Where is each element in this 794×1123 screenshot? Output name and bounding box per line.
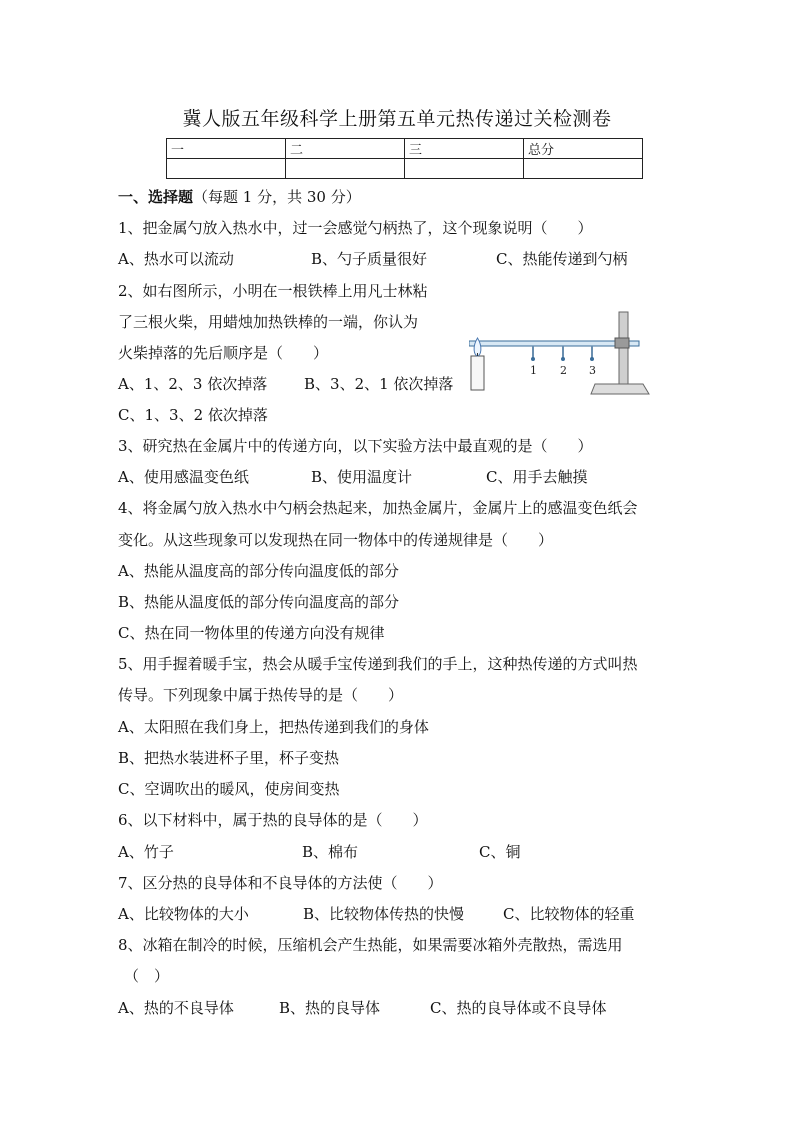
- q6-stem: 6、以下材料中，属于热的良导体的是（ ）: [118, 811, 428, 829]
- score-header-1: 一: [167, 139, 286, 159]
- score-header-2: 二: [286, 139, 405, 159]
- q5-option-b[interactable]: B、把热水装进杯子里，杯子变热: [118, 749, 340, 767]
- q1-option-b[interactable]: B、勺子质量很好: [311, 250, 428, 268]
- q8-option-b[interactable]: B、热的良导体: [279, 999, 381, 1017]
- score-cell-3[interactable]: [405, 159, 524, 179]
- score-table-value-row: [167, 159, 643, 179]
- section-title: 一、选择题: [118, 188, 194, 206]
- q8-option-a[interactable]: A、热的不良导体: [118, 999, 234, 1017]
- score-table-header-row: [167, 139, 643, 159]
- q2-stem-line-2: 了三根火柴，用蜡烛加热铁棒的一端，你认为: [118, 313, 419, 331]
- q8-stem-line-1: 8、冰箱在制冷的时候，压缩机会产生热能，如果需要冰箱外壳散热，需选用: [118, 936, 623, 954]
- iron-rod: [469, 341, 639, 346]
- q3-option-b[interactable]: B、使用温度计: [311, 468, 413, 486]
- q4-option-a[interactable]: A、热能从温度高的部分传向温度低的部分: [118, 562, 399, 580]
- matchstick-1-head: [531, 357, 535, 361]
- q4-option-b[interactable]: B、热能从温度低的部分传向温度高的部分: [118, 593, 400, 611]
- q3-option-a[interactable]: A、使用感温变色纸: [118, 468, 249, 486]
- q2-option-b[interactable]: B、3、2、1 依次掉落: [304, 375, 454, 393]
- q7-option-c[interactable]: C、比较物体的轻重: [503, 905, 635, 923]
- q4-stem-line-2: 变化。从这些现象可以发现热在同一物体中的传递规律是（ ）: [118, 531, 554, 549]
- matchstick-2-head: [561, 357, 565, 361]
- q8-option-c[interactable]: C、热的良导体或不良导体: [430, 999, 607, 1017]
- score-header-3: 三: [405, 139, 524, 159]
- q6-option-c[interactable]: C、铜: [479, 843, 521, 861]
- q2-option-c[interactable]: C、1、3、2 依次掉落: [118, 406, 268, 424]
- score-cell-total[interactable]: [524, 159, 643, 179]
- matchstick-3-head: [590, 357, 594, 361]
- q2-option-a[interactable]: A、1、2、3 依次掉落: [118, 375, 268, 393]
- section-note: （每题 1 分，共 30 分）: [193, 188, 361, 206]
- q6-option-a[interactable]: A、竹子: [118, 843, 174, 861]
- q7-stem: 7、区分热的良导体和不良导体的方法使（ ）: [118, 874, 443, 892]
- score-header-total: 总分: [524, 139, 643, 159]
- q7-option-a[interactable]: A、比较物体的大小: [118, 905, 249, 923]
- q5-stem-line-1: 5、用手握着暖手宝，热会从暖手宝传递到我们的手上，这种热传递的方式叫热: [118, 655, 638, 673]
- matchstick-label-3: 3: [589, 364, 596, 377]
- q3-option-c[interactable]: C、用手去触摸: [486, 468, 588, 486]
- q2-stem-line-1: 2、如右图所示，小明在一根铁棒上用凡士林粘: [118, 282, 428, 300]
- matchstick-label-1: 1: [530, 364, 537, 377]
- page-title: 冀人版五年级科学上册第五单元热传递过关检测卷: [182, 108, 612, 130]
- candle: [471, 356, 484, 390]
- heat-conduction-figure: [469, 308, 651, 402]
- stand-base: [591, 384, 649, 394]
- q1-option-c[interactable]: C、热能传递到勺柄: [496, 250, 628, 268]
- section-heading: [118, 187, 361, 207]
- score-cell-2[interactable]: [286, 159, 405, 179]
- q8-stem-line-2: （ ）: [124, 967, 170, 985]
- q5-option-c[interactable]: C、空调吹出的暖风，使房间变热: [118, 780, 340, 798]
- score-cell-1[interactable]: [167, 159, 286, 179]
- q3-stem: 3、研究热在金属片中的传递方向，以下实验方法中最直观的是（ ）: [118, 437, 593, 455]
- q5-stem-line-2: 传导。下列现象中属于热传导的是（ ）: [118, 686, 404, 704]
- q7-option-b[interactable]: B、比较物体传热的快慢: [303, 905, 465, 923]
- q4-option-c[interactable]: C、热在同一物体里的传递方向没有规律: [118, 624, 385, 642]
- q5-option-a[interactable]: A、太阳照在我们身上，把热传递到我们的身体: [118, 718, 429, 736]
- q1-option-a[interactable]: A、热水可以流动: [118, 250, 234, 268]
- stand-clamp: [615, 338, 629, 348]
- score-table: [166, 138, 643, 179]
- matchstick-label-2: 2: [560, 364, 567, 377]
- q1-stem: 1、把金属勺放入热水中，过一会感觉勺柄热了，这个现象说明（ ）: [118, 219, 593, 237]
- q6-option-b[interactable]: B、棉布: [302, 843, 359, 861]
- q4-stem-line-1: 4、将金属勺放入热水中勺柄会热起来，加热金属片，金属片上的感温变色纸会: [118, 499, 638, 517]
- q2-stem-line-3: 火柴掉落的先后顺序是（ ）: [118, 344, 329, 362]
